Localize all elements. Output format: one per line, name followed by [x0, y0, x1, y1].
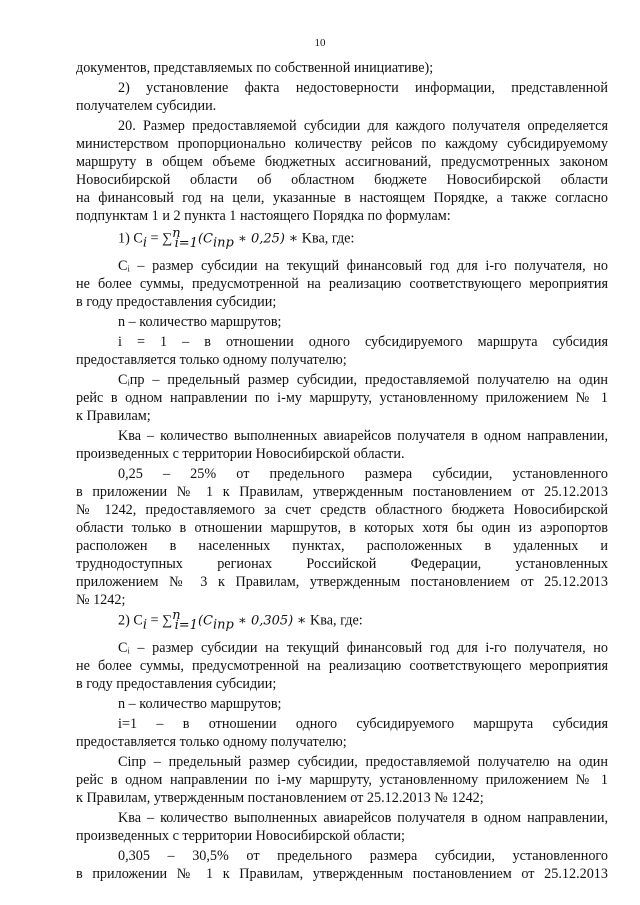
- formula-1: 1) $C_i = \sum^n_{i=1}(C_{iпр}$ ∗ 0,25) ∗ Kва, где:: [118, 226, 355, 251]
- text-line: i = 1 – в отношении одного субсидируемого маршрута субсидия: [118, 334, 608, 350]
- text-line: n – количество маршрутов;: [118, 696, 282, 712]
- text-line: труднодоступных регионах Российской Федерации, установленных: [76, 556, 608, 572]
- text-line: в году предоставления субсидии;: [76, 294, 277, 310]
- text-line: Cᵢ – размер субсидии на текущий финансовый год для i-го получателя, но: [118, 258, 608, 274]
- text-line: № 1242, предоставляемого за счет средств областного бюджета Новосибирской: [76, 502, 608, 518]
- text-line: 0,25 – 25% от предельного размера субсидии, установленного: [118, 466, 608, 482]
- text-line: в приложении № 1 к Правилам, утвержденным постановлением от 25.12.2013: [76, 484, 608, 500]
- text-line: на финансовый год на цели, указанные в настоящем Порядке, а также согласно: [76, 190, 608, 206]
- text-line: рейс в одном направлении по i-му маршруту, установленному приложением № 1: [76, 772, 608, 788]
- text-line: Новосибирской области об областном бюджете Новосибирской области: [76, 172, 608, 188]
- text-line: подпунктам 1 и 2 пункта 1 настоящего Порядка по формулам:: [76, 208, 451, 224]
- text-line: 20. Размер предоставляемой субсидии для каждого получателя определяется: [118, 118, 608, 134]
- text-line: i=1 – в отношении одного субсидируемого маршрута субсидия: [118, 716, 608, 732]
- text-line: 2) установление факта недостоверности информации, представленной: [118, 80, 608, 96]
- text-line: области только в отношении маршрутов, в которых хотя бы один из аэропортов: [76, 520, 608, 536]
- text-line: рейс в одном направлении по i-му маршруту, установленному приложением № 1: [76, 390, 608, 406]
- text-line: расположен в населенных пунктах, расположенных в удаленных и: [76, 538, 608, 554]
- text-line: предоставляется только одному получателю;: [76, 734, 347, 750]
- text-line: к Правилам;: [76, 408, 151, 424]
- text-line: Cᵢ – размер субсидии на текущий финансовый год для i-го получателя, но: [118, 640, 608, 656]
- text-line: получателем субсидии.: [76, 98, 217, 114]
- text-line: в приложении № 1 к Правилам, утвержденным постановлением от 25.12.2013: [76, 866, 608, 882]
- text-line: не более суммы, предусмотренной на реализацию соответствующего мероприятия: [76, 276, 608, 292]
- formula-2: 2) $C_i = \sum^n_{i=1}(C_{iпр}$ ∗ 0,305) ∗ Kва, где:: [118, 608, 363, 633]
- text-line: n – количество маршрутов;: [118, 314, 282, 330]
- text-line: предоставляется только одному получателю;: [76, 352, 347, 368]
- text-line: Cᵢпр – предельный размер субсидии, предоставляемой получателю на один: [118, 372, 608, 388]
- text-line: Kва – количество выполненных авиарейсов получателя в одном направлении,: [118, 428, 608, 444]
- text-line: министерством пропорционально количеству рейсов по каждому субсидируемому: [76, 136, 608, 152]
- text-line: Kва – количество выполненных авиарейсов получателя в одном направлении,: [118, 810, 608, 826]
- text-line: произведенных с территории Новосибирской области.: [76, 446, 405, 462]
- text-line: произведенных с территории Новосибирской области;: [76, 828, 405, 844]
- page-number: 10: [314, 37, 326, 49]
- text-line: приложением № 3 к Правилам, утвержденным постановлением от 25.12.2013: [76, 574, 608, 590]
- text-line: маршруту в общем объеме бюджетных ассигнований, предусмотренных законом: [76, 154, 608, 170]
- text-line: документов, представляемых по собственной инициативе);: [76, 60, 434, 76]
- text-line: Сiпр – предельный размер субсидии, предоставляемой получателю на один: [118, 754, 608, 770]
- text-line: № 1242;: [76, 592, 126, 608]
- text-line: в году предоставления субсидии;: [76, 676, 277, 692]
- text-line: не более суммы, предусмотренной на реализацию соответствующего мероприятия: [76, 658, 608, 674]
- text-line: к Правилам, утвержденным постановлением от 25.12.2013 № 1242;: [76, 790, 484, 806]
- text-line: 0,305 – 30,5% от предельного размера субсидии, установленного: [118, 848, 608, 864]
